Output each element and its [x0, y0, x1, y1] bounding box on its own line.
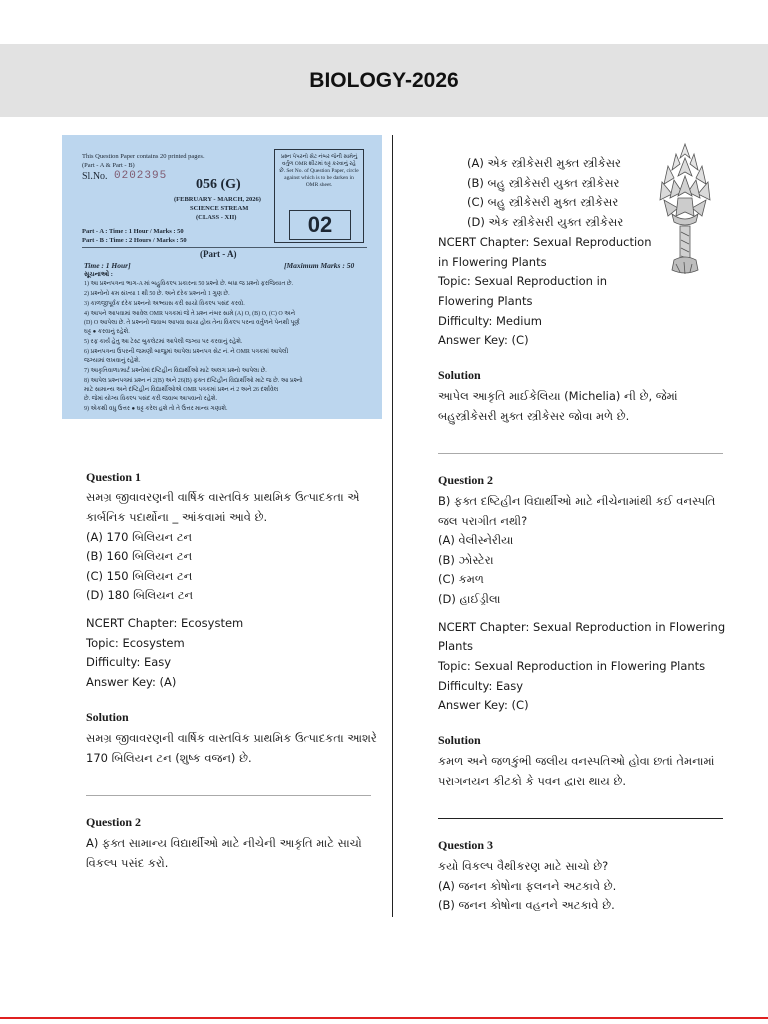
question-2b-option-b: (B) ઝોસ્ટેરા [438, 553, 494, 567]
question-2a-line: A) ફક્ત સામાન્ય વિદ્યાર્થીઓ માટે નીચેની આકૃતિ માટે સાચો [86, 836, 362, 850]
scan-time-label: Time : 1 Hour] [84, 261, 131, 270]
scan-paper-code: 056 (G) [196, 177, 241, 192]
scan-instruction: 4) આપને આપવામાં આવેલ OMR પત્રકમાં જે તે પ્રશ્ન નંબર સામે (A) O, (B) O, (C) O અને [84, 311, 296, 317]
scan-max-marks: [Maximum Marks : 50 [284, 261, 355, 270]
question-2b-chapter: Plants [438, 639, 473, 653]
question-1-option-b: (B) 160 બિલિયન ટન [86, 549, 193, 563]
column-divider [392, 135, 393, 917]
scan-stream: SCIENCE STREAM [190, 205, 249, 212]
question-2b-topic: Topic: Sexual Reproduction in Flowering Plants [438, 659, 706, 673]
question-2a-solution-line: આપેલ આકૃતિ માઈકેલિયા (Michelia) ની છે, જેમાં [438, 389, 678, 403]
scan-instruction: છે. જેમાં યોગ્ય વિકલ્પ પસંદ કરી જવાબ આપવાનો રહેશે. [84, 396, 218, 402]
scan-part-note: (Part - A & Part - B) [82, 162, 135, 169]
question-1-option-d: (D) 180 બિલિયન ટન [86, 588, 194, 602]
question-3-line: કયો વિકલ્પ વૈથીકરણ માટે સાચો છે? [438, 859, 609, 873]
question-2a-option-d: (D) એક સ્ત્રીકેસરી યુક્ત સ્ત્રીકેસર [467, 215, 624, 229]
question-2a-answer-key: Answer Key: (C) [438, 333, 529, 347]
question-2a-line: વિકલ્પ પસંદ કરો. [86, 856, 169, 870]
scan-instruction: 2) પ્રશ્નોનો ક્રમ સંખ્યા 1 થી 50 છે. અને દરેક પ્રશ્નનો 1 ગુણ છે. [84, 291, 230, 297]
scan-instruction: 5) રફ કાર્ય હેતુ આ ટેસ્ટ બુકલેટમાં આપેલી જગ્યા પર કરવાનું રહેશે. [84, 339, 243, 345]
question-2b-line: જલ પરાગીત નથી? [438, 514, 528, 528]
question-2a-solution-line: બહુસ્ત્રીકેસરી મુક્ત સ્ત્રીકેસર જોવા મળે છે. [438, 409, 630, 423]
question-2b-solution-line: કમળ અને જળકુંભી જલીય વનસ્પતિઓ હોવા છતાં તેમનામાં [438, 754, 715, 768]
question-1-line: કાર્બનિક પદાર્થોના _ આંકવામાં આવે છે. [86, 510, 268, 524]
scan-rule [82, 247, 367, 248]
question-1-option-c: (C) 150 બિલિયન ટન [86, 569, 193, 583]
question-2a-heading: Question 2 [86, 815, 142, 829]
scan-part-a-time: Part - A : Time : 1 Hour / Marks : 50 [82, 228, 184, 235]
scan-instruction: 6) પ્રશ્નપત્રના ઉપરની જમણી બાજુમાં આપેલા પ્રશ્નપત્ર સેટ નં. ને OMR પત્રકમાં આપેલી [84, 349, 289, 355]
scan-instruction: માટે સામાન્ય અને દષ્ટિહીન વિદ્યાર્થીઓએ OMR પત્રકમાં પ્રશ્ન નં 2 અને 26 દર્શાવેલ [84, 387, 279, 393]
question-2b-solution-heading: Solution [438, 733, 481, 747]
question-2a-chapter: NCERT Chapter: Sexual Reproduction [438, 235, 652, 249]
question-1-difficulty: Difficulty: Easy [86, 655, 172, 669]
right-separator [438, 818, 723, 819]
scan-instruction: (D) O આપેલા છે. તે પ્રશ્નનો જવાબ આપવા સાચા હોય તેના વિકલ્પ પરના વર્તુળને પેનથી પૂર્ણ [84, 320, 300, 326]
question-2b-answer-key: Answer Key: (C) [438, 698, 529, 712]
question-2a-option-c: (C) બહુ સ્ત્રીકેસરી મુક્ત સ્ત્રીકેસર [467, 195, 619, 209]
question-2a-option-b: (B) બહુ સ્ત્રીકેસરી યુક્ત સ્ત્રીકેસર [467, 176, 620, 190]
scan-sl-label: Sl.No. [82, 171, 108, 182]
question-2b-chapter: NCERT Chapter: Sexual Reproduction in Flowering [438, 620, 726, 634]
scan-instruction: 8) આપેલ પ્રશ્નપત્રમાં પ્રશ્ન નં 2(B) અને 26(B) ફક્ત દષ્ટિહીન વિદ્યાર્થીઓ માટે જ છે. આ પ્રશ્નો [84, 378, 303, 384]
question-1-chapter: NCERT Chapter: Ecosystem [86, 616, 244, 630]
scan-instruction: ઘટ્ટ ● કરવાનું રહેશે. [84, 329, 130, 335]
question-2b-heading: Question 2 [438, 473, 494, 487]
scan-session: (FEBRUARY - MARCH, 2026) [174, 196, 261, 203]
question-1-solution-line: સમગ્ર જીવાવરણની વાર્ષિક વાસ્તવિક પ્રાથમિક ઉત્પાદકતા આશરે [86, 731, 377, 745]
footer-rule [0, 1017, 768, 1019]
question-1-heading: Question 1 [86, 470, 142, 484]
question-3-option-b: (B) જનન કોષોના વહનને અટકાવે છે. [438, 898, 615, 912]
scan-set-number: 02 [289, 210, 351, 240]
michelia-flower-illustration [650, 140, 720, 280]
left-separator [86, 795, 371, 796]
exam-paper-scan [62, 135, 382, 419]
question-1-answer-key: Answer Key: (A) [86, 675, 177, 689]
question-2a-chapter: in Flowering Plants [438, 255, 547, 269]
scan-instruction: 7) આકૃતિવાળા/માર્ટ પ્રશ્નોમાં દષ્ટિહીન વિદ્યાર્થીઓ માટે અલગ પ્રશ્નો આપેલા છે. [84, 368, 267, 374]
question-2b-solution-line: પરાગનયન કીટકો કે પવન દ્વારા થાય છે. [438, 774, 627, 788]
question-2a-topic: Flowering Plants [438, 294, 533, 308]
question-2a-option-a: (A) એક સ્ત્રીકેસરી મુક્ત સ્ત્રીકેસર [467, 156, 621, 170]
question-2a-difficulty: Difficulty: Medium [438, 314, 542, 328]
scan-set-box [274, 149, 364, 243]
question-3-option-a: (A) જનન કોષોના ફલનને અટકાવે છે. [438, 879, 617, 893]
question-2b-difficulty: Difficulty: Easy [438, 679, 524, 693]
scan-instructions-label: સૂચનાઓ : [84, 271, 113, 278]
question-1-solution-line: 170 બિલિયન ટન (શુષ્ક વજન) છે. [86, 751, 252, 765]
question-2a-topic: Topic: Sexual Reproduction in [438, 274, 608, 288]
question-2b-option-d: (D) હાઈડ્રીલા [438, 592, 501, 606]
scan-instruction: 9) એકથી વધુ ઉત્તર ● ઘટ્ટ કરેલ હશે તો તે ઉત્તર માન્ય ગણાશે. [84, 406, 228, 412]
question-1-topic: Topic: Ecosystem [86, 636, 185, 650]
question-1-solution-heading: Solution [86, 710, 129, 724]
question-2a-solution-heading: Solution [438, 368, 481, 382]
scan-sl-value: 0202395 [114, 170, 168, 182]
scan-set-box-text: પ્રશ્ન પેપરનો સેટ નંબર જેની સામેનું વર્તુળ OMR શીટમાં ઘટ્ટ કરવાનું રહે છે. Set No. of Question Paper, circle against which is to be darken in OMR sheet. [279, 154, 359, 188]
right-separator [438, 453, 723, 454]
scan-instruction: જગ્યામાં લખવાનું રહેશે. [84, 358, 141, 364]
question-3-heading: Question 3 [438, 838, 494, 852]
question-2b-line: B) ફક્ત દષ્ટિહીન વિદ્યાર્થીઓ માટે નીચેનામાંથી કઈ વનસ્પતિ [438, 494, 716, 508]
scan-instruction: 1) આ પ્રશ્નપત્રના ભાગ-A માં બહુવિકલ્પ પ્રકારના 50 પ્રશ્નો છે. બધા જ પ્રશ્નો ફરજિયાત છે. [84, 281, 294, 287]
scan-instruction: 3) કાળજીપૂર્વક દરેક પ્રશ્નનો અભ્યાસ કરી સાચો વિકલ્પ પસંદ કરવો. [84, 301, 245, 307]
question-1-option-a: (A) 170 બિલિયન ટન [86, 530, 193, 544]
question-1-line: સમગ્ર જીવાવરણની વાર્ષિક વાસ્તવિક પ્રાથમિક ઉત્પાદકતા એ [86, 490, 360, 504]
scan-top-note: This Question Paper contains 20 printed pages. [82, 153, 205, 160]
scan-part-b-time: Part - B : Time : 2 Hours / Marks : 50 [82, 237, 187, 244]
question-2b-option-c: (C) કમળ [438, 572, 484, 586]
question-2b-option-a: (A) વેલીસ્નેરીયા [438, 533, 514, 547]
page-title: BIOLOGY-2026 [309, 69, 459, 92]
scan-class: (CLASS - XII) [196, 214, 237, 221]
scan-part-heading: (Part - A) [200, 249, 237, 259]
